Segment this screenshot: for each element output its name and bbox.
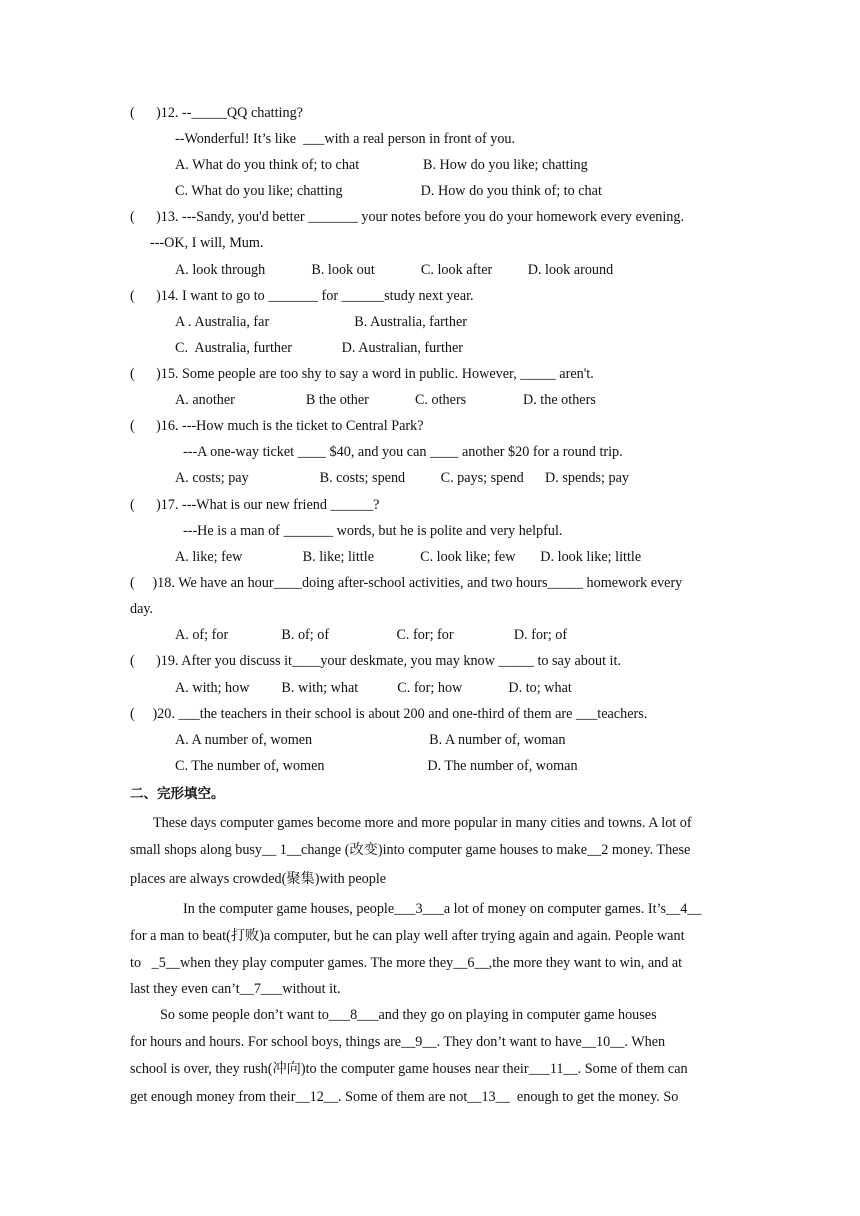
q18-continued: day. xyxy=(130,601,154,617)
q14-options-2: C. Australia, further D. Australian, further xyxy=(175,340,464,356)
q12-stem: ( )12. --_____QQ chatting? xyxy=(130,105,303,121)
q15-options: A. another B the other C. others D. the others xyxy=(175,392,596,408)
q18-options: A. of; for B. of; of C. for; for D. for; of xyxy=(175,627,568,643)
q12-response: --Wonderful! It’s like ___with a real person in front of you. xyxy=(175,131,516,147)
passage-line: get enough money from their__12__. Some of them are not__13__ enough to get the money. So xyxy=(130,1089,679,1105)
q17-response: ---He is a man of _______ words, but he is polite and very helpful. xyxy=(183,523,563,539)
q20-options-1: A. A number of, women B. A number of, woman xyxy=(175,732,566,748)
q16-response: ---A one-way ticket ____ $40, and you can ____ another $20 for a round trip. xyxy=(183,444,623,460)
passage-line: small shops along busy__ 1__change (改变)into computer game houses to make__2 money. These xyxy=(130,842,691,858)
q17-options: A. like; few B. like; little C. look like; few D. look like; little xyxy=(175,549,642,565)
section-heading: 二、完形填空。 xyxy=(130,786,225,802)
passage-line: to _5__when they play computer games. The more they__6__,the more they want to win, and at xyxy=(130,955,683,971)
passage-line: last they even can’t__7___without it. xyxy=(130,981,341,997)
q20-stem: ( )20. ___the teachers in their school is about 200 and one-third of them are ___teachers. xyxy=(130,706,648,722)
passage-line: In the computer game houses, people___3___a lot of money on computer games. It’s__4__ xyxy=(183,901,702,917)
q13-response: ---OK, I will, Mum. xyxy=(150,235,264,251)
q16-stem: ( )16. ---How much is the ticket to Central Park? xyxy=(130,418,424,434)
q12-options-2: C. What do you like; chatting D. How do you think of; to chat xyxy=(175,183,602,199)
passage-line: school is over, they rush(冲向)to the computer game houses near their___11__. Some of them can xyxy=(130,1061,688,1077)
passage-line: So some people don’t want to___8___and they go on playing in computer game houses xyxy=(160,1007,657,1023)
q15-stem: ( )15. Some people are too shy to say a word in public. However, _____ aren't. xyxy=(130,366,594,382)
q13-stem: ( )13. ---Sandy, you'd better _______ your notes before you do your homework every evening. xyxy=(130,209,685,225)
q13-options: A. look through B. look out C. look after D. look around xyxy=(175,262,614,278)
q20-options-2: C. The number of, women D. The number of, woman xyxy=(175,758,578,774)
q19-options: A. with; how B. with; what C. for; how D. to; what xyxy=(175,680,572,696)
q14-options-1: A . Australia, far B. Australia, farther xyxy=(175,314,467,330)
passage-line: These days computer games become more and more popular in many cities and towns. A lot of xyxy=(153,815,692,831)
passage-line: places are always crowded(聚集)with people xyxy=(130,871,387,887)
q16-options: A. costs; pay B. costs; spend C. pays; spend D. spends; pay xyxy=(175,470,629,486)
passage-line: for hours and hours. For school boys, things are__9__. They don’t want to have__10__. When xyxy=(130,1034,666,1050)
passage-line: for a man to beat(打败)a computer, but he can play well after trying again and again. People want xyxy=(130,928,685,944)
q19-stem: ( )19. After you discuss it____your deskmate, you may know _____ to say about it. xyxy=(130,653,621,669)
q18-stem: ( )18. We have an hour____doing after-school activities, and two hours_____ homework every xyxy=(130,575,683,591)
q14-stem: ( )14. I want to go to _______ for ______study next year. xyxy=(130,288,474,304)
q12-options-1: A. What do you think of; to chat B. How do you like; chatting xyxy=(175,157,588,173)
q17-stem: ( )17. ---What is our new friend ______? xyxy=(130,497,380,513)
